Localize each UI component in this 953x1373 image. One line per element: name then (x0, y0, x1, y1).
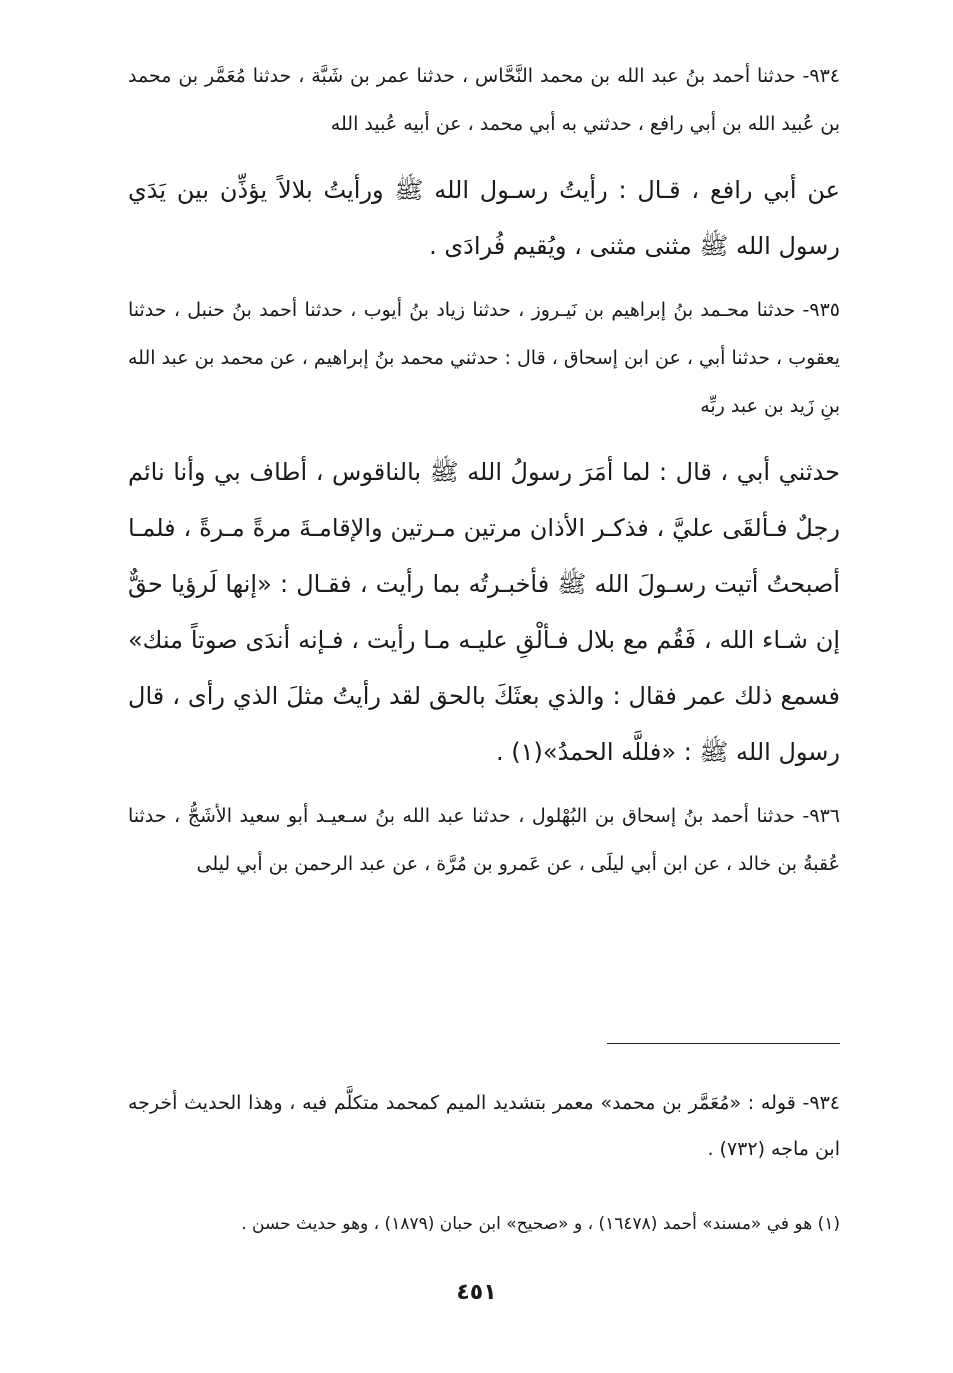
note-934: ٩٣٤- قوله : «مُعَمَّر بن محمد» معمر بتشديد الميم كمحمد متكلَّم فيه ، وهذا الحديث أخرجه ابن ماجه (٧٣٢) . (128, 1092, 840, 1160)
page-number: ٤٥١ (456, 1280, 497, 1305)
hadith-935-matn: حدثني أبي ، قال : لما أمَرَ رسولُ الله ﷺ بالناقوس ، أطاف بي وأنا نائم رجلٌ فـألقَى عليَّ ، فذكـر الأذان مرتين مـرتين والإقامـةَ مرةً مـرةً ، فلمـا أصبحتُ أتيت رسـولَ الله ﷺ فأخبـرتُه بما رأيت ، فقـال : «إنها لَرؤيا حقٌّ إن شـاء الله ، فَقُم مع بلال فـألْقِ عليـه مـا رأيت ، فـإنه أندَى صوتاً منك» فسمع ذلك عمر فقال : والذي بعثَكَ بالحق لقد رأيتُ مثلَ الذي رأى ، قال رسول الله ﷺ : «فللَّه الحمدُ»(١) . (128, 458, 840, 766)
hadith-934-isnad: ٩٣٤- حدثنا أحمد بنُ عبد الله بن محمد النَّحَّاس ، حدثنا عمر بن شَبَّة ، حدثنا مُعَمَّر بن محمد بن عُبيد الله بن أبي رافع ، حدثني به أبي محمد ، عن أبيه عُبيد الله (128, 65, 840, 135)
notes-divider (607, 1043, 840, 1044)
footnote-1: (١) هو في «مسند» أحمد (١٦٤٧٨) ، و «صحيح» ابن حبان (١٨٧٩) ، وهو حديث حسن . (241, 1214, 840, 1234)
hadith-935-isnad: ٩٣٥- حدثنا محـمد بنُ إبراهيم بن نَيـروز ، حدثنا زياد بنُ أيوب ، حدثنا أحمد بنُ حنبل ، حدثنا يعقوب ، حدثنا أبي ، عن ابن إسحاق ، قال : حدثني محمد بنُ إبراهيم ، عن محمد بن عبد الله بنِ زَيد بن عبد ربِّه (128, 299, 840, 417)
main-text (128, 52, 840, 888)
hadith-934-matn: عن أبي رافع ، قـال : رأيتُ رسـول الله ﷺ ورأيتُ بلالاً يؤذِّن بين يَدَي رسول الله ﷺ مثنى مثنى ، ويُقيم فُرادَى . (128, 176, 840, 260)
hadith-936-isnad: ٩٣٦- حدثنا أحمد بنُ إسحاق بن البُهْلول ، حدثنا عبد الله بنُ سـعيـد أبو سعيد الأشَجُّ ، حدثنا عُقبةُ بن خالد ، عن ابن أبي ليلَى ، عن عَمرو بن مُرَّة ، عن عبد الرحمن بن أبي ليلى (128, 805, 840, 875)
commentary-notes (128, 1080, 840, 1172)
